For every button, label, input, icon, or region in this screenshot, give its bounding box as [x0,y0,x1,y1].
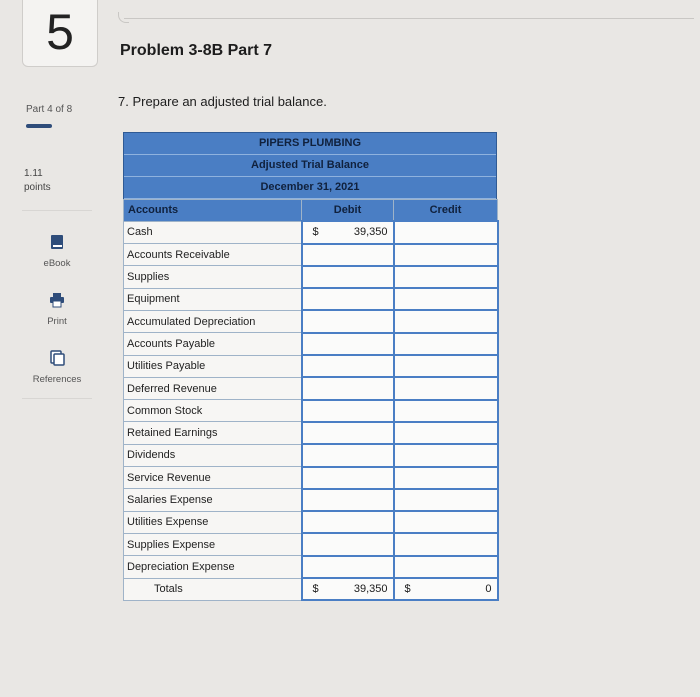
table-row [124,355,498,377]
debit-input[interactable] [302,333,394,355]
points-value: 1.11 [24,168,43,179]
debit-input[interactable] [302,467,394,489]
debit-input[interactable] [302,244,394,266]
totals-label: Totals [124,578,302,600]
trial-balance-table [123,199,499,601]
ebook-button[interactable] [26,234,88,271]
printer-icon [49,292,65,308]
table-row [124,444,498,466]
account-name: Cash [124,221,302,243]
question-number-box[interactable] [22,0,98,67]
credit-input[interactable] [394,221,498,243]
totals-row [124,578,498,600]
debit-total [302,578,394,600]
table-row [124,310,498,332]
credit-input[interactable] [394,511,498,533]
table-row [124,221,498,243]
table-row [124,556,498,578]
debit-input[interactable] [302,377,394,399]
account-name: Accounts Payable [124,333,302,355]
table-row [124,467,498,489]
credit-input[interactable] [394,333,498,355]
currency-symbol: $ [312,583,319,596]
account-name: Common Stock [124,400,302,422]
ebook-label: eBook [43,258,71,269]
credit-input[interactable] [394,467,498,489]
question-sidebar [0,0,110,697]
company-name: PIPERS PLUMBING [124,133,496,155]
points-label: points [24,182,51,193]
credit-input[interactable] [394,244,498,266]
divider [22,398,92,399]
amount-value: 39,350 [353,583,388,596]
references-button[interactable] [26,350,88,387]
table-row [124,489,498,511]
credit-input[interactable] [394,422,498,444]
question-number: 5 [46,4,74,60]
book-icon [50,234,64,250]
references-label: References [32,374,82,385]
credit-input[interactable] [394,444,498,466]
table-row [124,400,498,422]
credit-input[interactable] [394,310,498,332]
debit-input[interactable] [302,400,394,422]
currency-symbol: $ [312,226,319,239]
account-name: Equipment [124,288,302,310]
table-row [124,422,498,444]
debit-input[interactable] [302,288,394,310]
account-name: Dividends [124,444,302,466]
part-indicator: Part 4 of 8 [26,104,73,115]
report-date: December 31, 2021 [124,177,496,199]
problem-title: Problem 3-8B Part 7 [120,42,273,59]
amount-value: 39,350 [353,226,388,239]
account-name: Service Revenue [124,467,302,489]
debit-input[interactable] [302,310,394,332]
account-name: Utilities Payable [124,355,302,377]
credit-input[interactable] [394,400,498,422]
credit-input[interactable] [394,266,498,288]
account-name: Utilities Expense [124,511,302,533]
account-name: Supplies Expense [124,533,302,555]
credit-input[interactable] [394,377,498,399]
table-row [124,377,498,399]
accounts-column-header: Accounts [124,200,302,222]
debit-input[interactable] [302,533,394,555]
table-row [124,244,498,266]
top-divider [124,18,694,19]
credit-input[interactable] [394,556,498,578]
account-name: Retained Earnings [124,422,302,444]
credit-input[interactable] [394,355,498,377]
table-row [124,288,498,310]
table-row [124,266,498,288]
account-name: Depreciation Expense [124,556,302,578]
debit-input[interactable] [302,556,394,578]
currency-symbol: $ [404,583,411,596]
table-row [124,511,498,533]
account-name: Supplies [124,266,302,288]
debit-input[interactable] [302,221,394,243]
worksheet-header [123,132,497,199]
account-name: Accumulated Depreciation [124,310,302,332]
trial-balance-worksheet [123,132,497,601]
account-name: Salaries Expense [124,489,302,511]
debit-input[interactable] [302,355,394,377]
credit-column-header: Credit [394,200,498,222]
credit-total [394,578,498,600]
print-button[interactable] [26,292,88,329]
account-name: Accounts Receivable [124,244,302,266]
table-row [124,533,498,555]
account-name: Deferred Revenue [124,377,302,399]
debit-input[interactable] [302,422,394,444]
debit-input[interactable] [302,444,394,466]
credit-input[interactable] [394,533,498,555]
table-row [124,333,498,355]
instruction-text: 7. Prepare an adjusted trial balance. [118,94,327,109]
report-name: Adjusted Trial Balance [124,155,496,177]
divider [22,210,92,211]
amount-value: 0 [485,583,492,596]
debit-input[interactable] [302,489,394,511]
debit-input[interactable] [302,266,394,288]
part-progress-bar [26,124,52,128]
credit-input[interactable] [394,489,498,511]
debit-input[interactable] [302,511,394,533]
debit-column-header: Debit [302,200,394,222]
print-label: Print [47,316,67,327]
references-icon [49,350,65,366]
credit-input[interactable] [394,288,498,310]
